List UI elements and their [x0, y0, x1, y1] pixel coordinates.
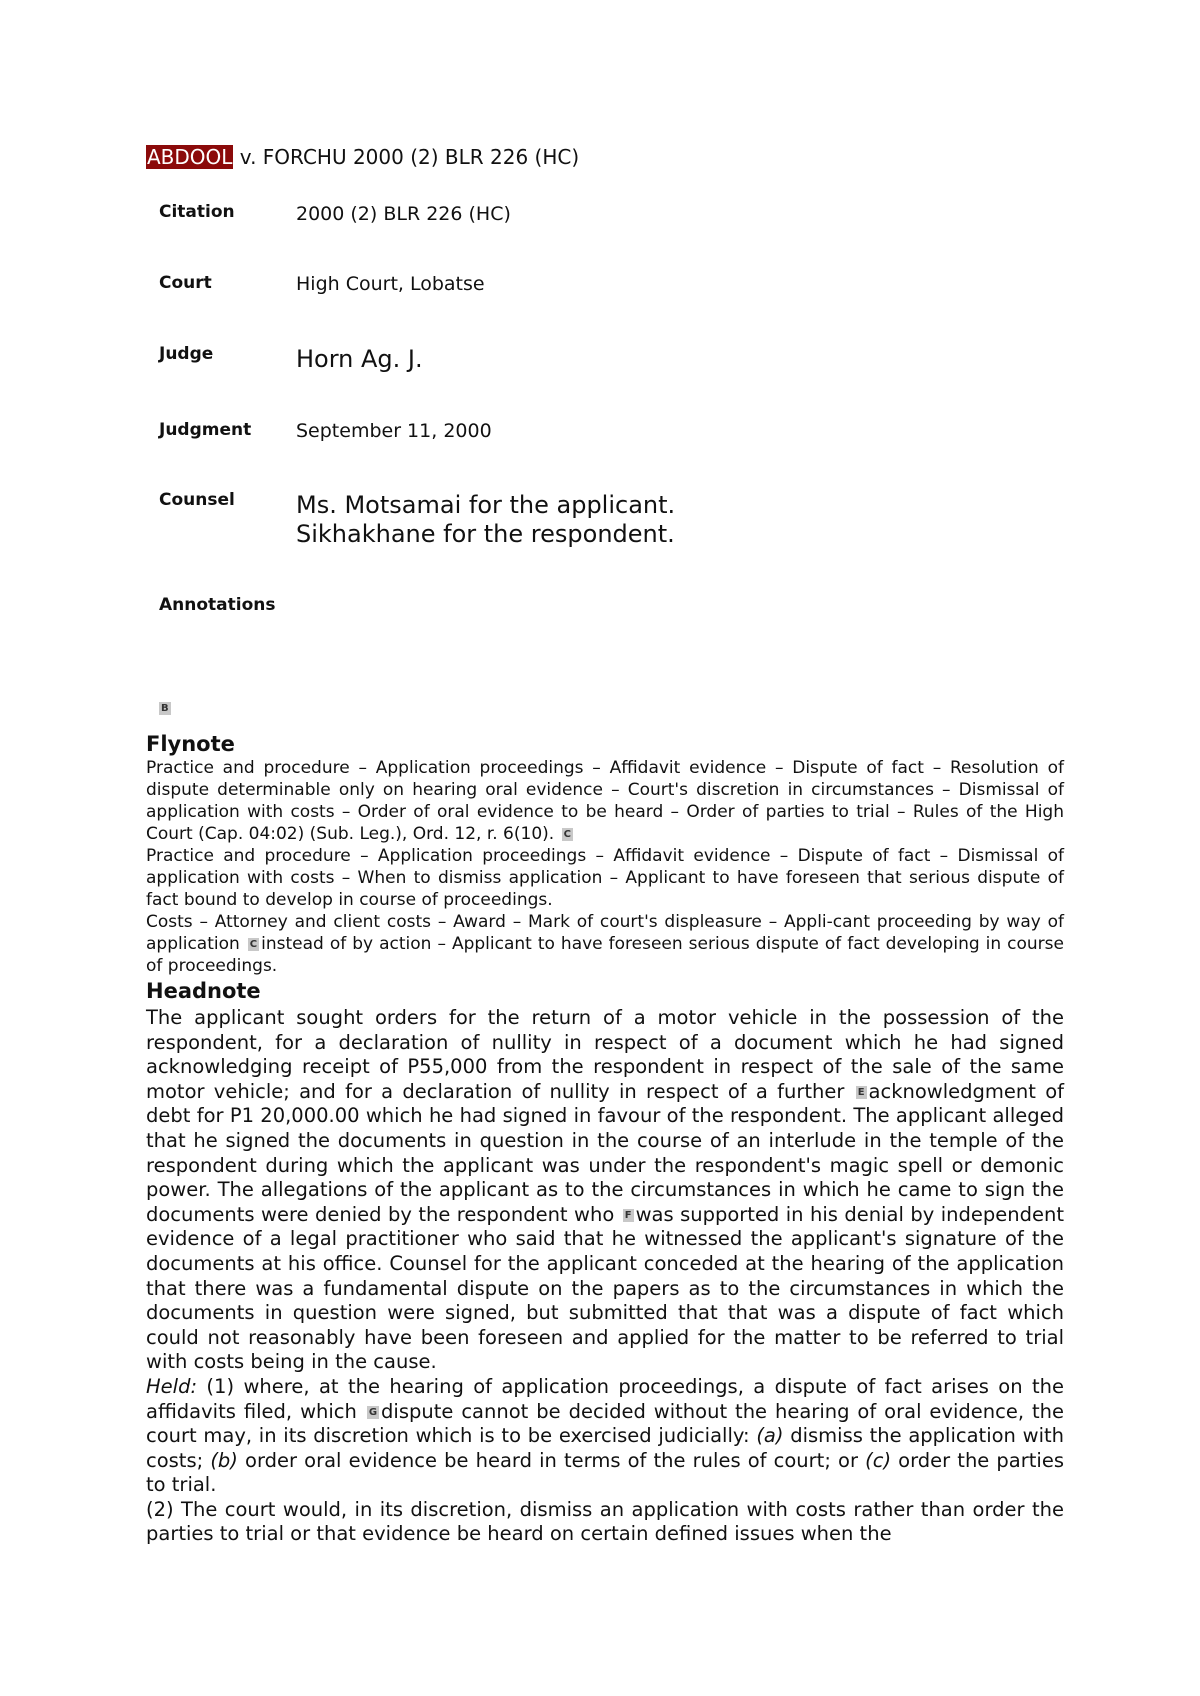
judge-value: Horn Ag. J.: [296, 345, 423, 373]
flynote-paragraph-1: Practice and procedure – Application proceedings – Affidavit evidence – Dispute of fact – Resolution of dispute determinable only on hearing oral evidence – Court's discretion in circumstances – Dismissal of application with costs – Order of oral evidence to be heard – Order of parties to trial – Rules of the High Court (Cap. 04:02) (Sub. Leg.), Ord. 12, r. 6(10). C: [146, 758, 1064, 844]
judgment-label: Judgment: [159, 420, 252, 440]
flynote-section: [146, 732, 1064, 1547]
margin-letter-g: G: [368, 1406, 378, 1418]
headnote-held: Held: (1) where, at the hearing of application proceedings, a dispute of fact arises on the affidavits filed, which G dispute cannot be decided without the hearing of oral evidence, the court may, in its discretion which is to be exercised judicially: (a) dismiss the application with costs; (b) order oral evidence be heard in terms of the rules of court; or (c) order the parties to trial.: [146, 1374, 1065, 1497]
judge-label: Judge: [159, 344, 214, 364]
annotations-label: Annotations: [159, 595, 276, 615]
headnote-paragraph-1: The applicant sought orders for the return of a motor vehicle in the possession of the respondent, for a declaration of nullity in respect of a document which he had signed acknowledging receipt of P55,000 from the respondent in respect of the sale of the same motor vehicle; and for a declaration of nullity in respect of a further E acknowledgment of debt for P1 20,000.00 which he had signed in favour of the respondent. The applicant alleged that he signed the documents in question in the course of an interlude in the temple of the respondent during which the applicant was under the respondent's magic spell or demonic power. The allegations of the applicant as to the circumstances in which he came to sign the documents were denied by the respondent who F was supported in his denial by independent evidence of a legal practitioner who said that he witnessed the applicant's signature of the documents at his office. Counsel for the applicant conceded at the hearing of the application that there was a fundamental dispute on the papers as to the circumstances in which the documents in question were signed, but submitted that that was a dispute of fact which could not reasonably have been foreseen and applied for the matter to be referred to trial with costs being in the cause.: [146, 1006, 1064, 1374]
flynote-paragraph-2: Practice and procedure – Application proceedings – Affidavit evidence – Dispute of fact – Dismissal of application with costs – When to dismiss application – Applicant to have foreseen that serious dispute of fact bound to develop in course of proceedings.: [146, 846, 1064, 910]
counsel-line-applicant: Ms. Motsamai for the applicant.: [296, 491, 676, 519]
margin-letter-b: B: [161, 703, 169, 714]
margin-letter-c: C: [563, 828, 571, 840]
margin-letter-f: F: [624, 1209, 632, 1221]
headnote-heading: Headnote: [146, 979, 261, 1003]
flynote-paragraph-3: Costs – Attorney and client costs – Award – Mark of court's displeasure – Appli-cant proceeding by way of application C instead of by action – Applicant to have foreseen serious dispute of fact developing in course of proceedings.: [146, 912, 1064, 976]
page-marker-b: [159, 698, 171, 717]
court-label: Court: [159, 273, 212, 293]
counsel-line-respondent: Sikhakhane for the respondent.: [296, 520, 675, 548]
case-title-rest: v. FORCHU 2000 (2) BLR 226 (HC): [233, 145, 580, 169]
margin-letter-c-2: C: [249, 938, 258, 950]
case-title: [146, 145, 579, 169]
judgment-value: September 11, 2000: [296, 420, 492, 442]
citation-value: 2000 (2) BLR 226 (HC): [296, 203, 511, 225]
search-highlight: ABDOOL: [147, 145, 233, 169]
counsel-value: [296, 491, 675, 549]
flynote-heading: Flynote: [146, 732, 235, 756]
citation-label: Citation: [159, 202, 235, 222]
headnote-paragraph-2: (2) The court would, in its discretion, dismiss an application with costs rather than order the parties to trial or that evidence be heard on certain defined issues when the: [146, 1497, 1064, 1546]
counsel-label: Counsel: [159, 490, 235, 510]
headnote-section: [146, 1006, 1064, 1547]
margin-letter-e: E: [857, 1086, 865, 1098]
court-value: High Court, Lobatse: [296, 273, 485, 295]
